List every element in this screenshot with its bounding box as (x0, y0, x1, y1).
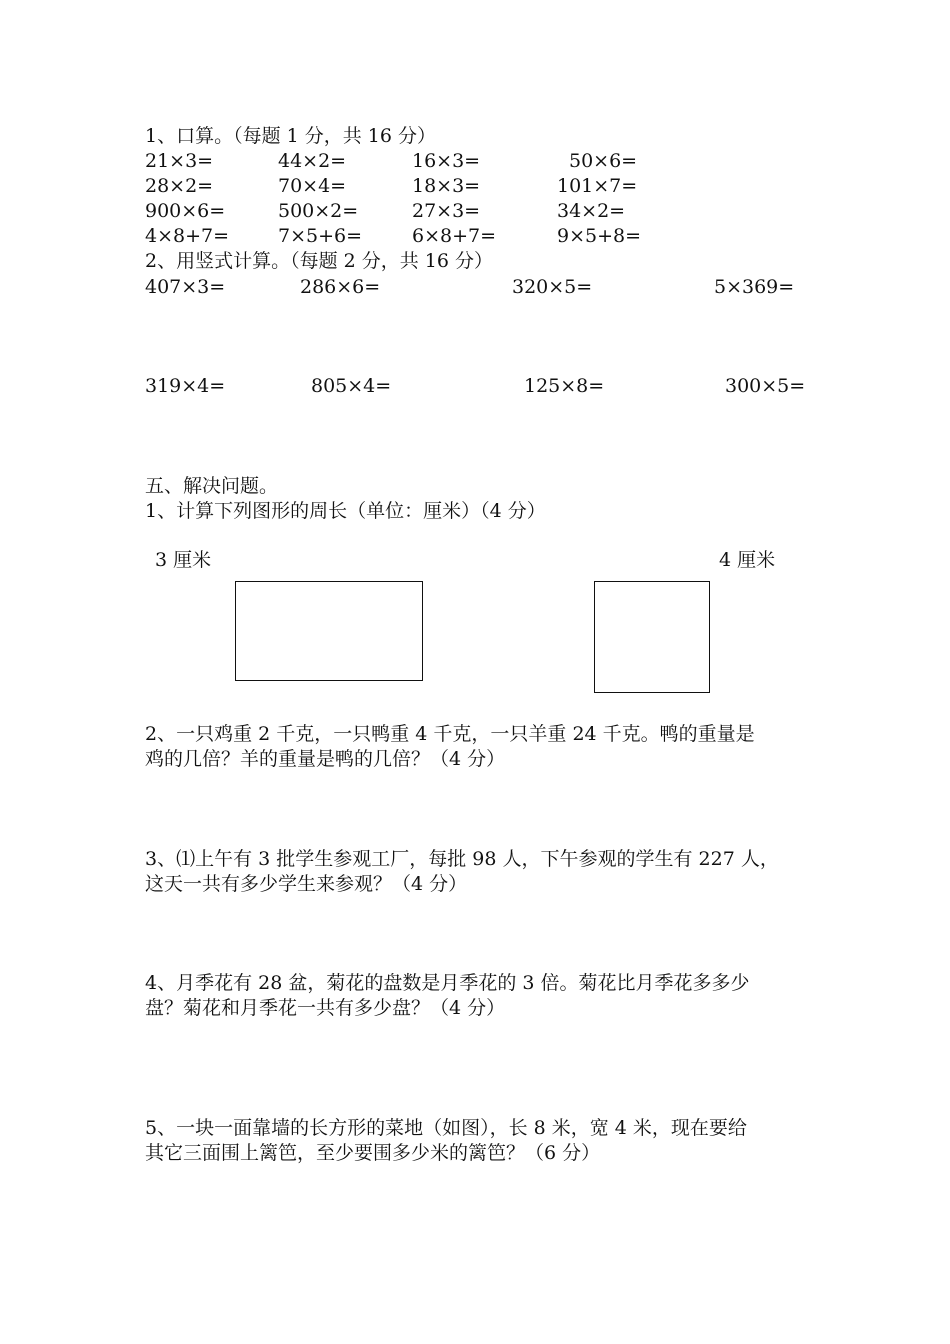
section2-title: 2、用竖式计算。（每题 2 分，共 16 分） (145, 250, 494, 272)
vertical-calc-item: 320×5= (512, 276, 593, 298)
q3-line1: 3、⑴上午有 3 批学生参观工厂，每批 98 人，下午参观的学生有 227 人， (145, 848, 779, 870)
vertical-calc-item: 5×369= (714, 276, 795, 298)
oral-item: 28×2= (145, 175, 214, 197)
oral-item: 44×2= (278, 150, 347, 172)
oral-item: 500×2= (278, 200, 359, 222)
q1-text: 1、计算下列图形的周长（单位：厘米）（4 分） (145, 500, 546, 522)
rectangle-figure (235, 581, 423, 681)
q3-line2: 这天一共有多少学生来参观？（4 分） (145, 873, 468, 895)
oral-item: 27×3= (412, 200, 481, 222)
oral-item: 50×6= (569, 150, 638, 172)
q2-line1: 2、一只鸡重 2 千克，一只鸭重 4 千克，一只羊重 24 千克。鸭的重量是 (145, 723, 755, 745)
square-side-label: 4 厘米 (719, 549, 776, 571)
vertical-calc-item: 407×3= (145, 276, 226, 298)
oral-item: 7×5+6= (278, 225, 363, 247)
q4-line2: 盘？菊花和月季花一共有多少盘？（4 分） (145, 997, 506, 1019)
vertical-calc-item: 286×6= (300, 276, 381, 298)
oral-item: 6×8+7= (412, 225, 497, 247)
q5-line1: 5、一块一面靠墙的长方形的菜地（如图），长 8 米，宽 4 米，现在要给 (145, 1117, 747, 1139)
oral-item: 18×3= (412, 175, 481, 197)
oral-item: 16×3= (412, 150, 481, 172)
section5-heading: 五、解决问题。 (145, 475, 279, 497)
oral-item: 101×7= (557, 175, 638, 197)
vertical-calc-item: 319×4= (145, 375, 226, 397)
vertical-calc-item: 805×4= (311, 375, 392, 397)
section1-title: 1、口算。（每题 1 分，共 16 分） (145, 125, 437, 147)
oral-item: 900×6= (145, 200, 226, 222)
vertical-calc-item: 300×5= (725, 375, 806, 397)
q4-line1: 4、月季花有 28 盆，菊花的盘数是月季花的 3 倍。菊花比月季花多多少 (145, 972, 750, 994)
q5-line2: 其它三面围上篱笆，至少要围多少米的篱笆？（6 分） (145, 1142, 601, 1164)
oral-item: 9×5+8= (557, 225, 642, 247)
oral-item: 4×8+7= (145, 225, 230, 247)
oral-item: 34×2= (557, 200, 626, 222)
vertical-calc-item: 125×8= (524, 375, 605, 397)
square-figure (594, 581, 710, 693)
q2-line2: 鸡的几倍？羊的重量是鸭的几倍？（4 分） (145, 748, 506, 770)
oral-item: 21×3= (145, 150, 214, 172)
rect-side-label: 3 厘米 (155, 549, 212, 571)
oral-item: 70×4= (278, 175, 347, 197)
